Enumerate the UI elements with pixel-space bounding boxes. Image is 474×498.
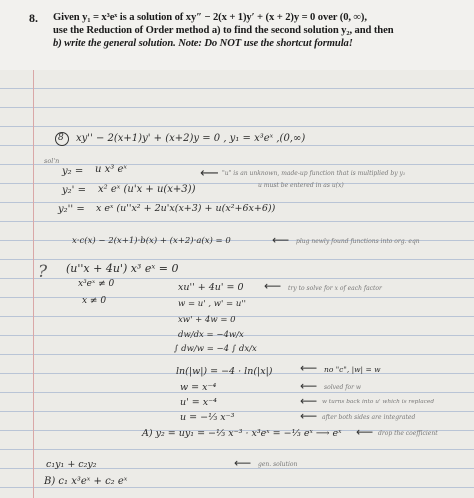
question-number: 8. xyxy=(29,11,38,25)
part-a-note: drop the coefficient xyxy=(378,430,438,437)
question-line-1: Given y₁ = x³eˣ is a solution of xy″ − 2(x + 1)y′ + (x + 2)y = 0 over (0, ∞), xyxy=(53,12,367,23)
problem-number: 8 xyxy=(58,133,64,143)
y2-prime-expression: x² eˣ (u'x + u(x+3)) xyxy=(98,184,196,195)
step-4: dw/dx = −4w/x xyxy=(178,330,244,340)
nonzero-condition-1: x³eˣ ≠ 0 xyxy=(78,279,115,289)
step-9-note: after both sides are integrated xyxy=(322,414,416,421)
step-7: w = x⁻⁴ xyxy=(180,382,217,393)
part-a-answer: A) y₂ = uy₁ = −⅓ x⁻³ · x³eˣ = −⅓ eˣ ⟶ eˣ xyxy=(142,428,342,439)
y2-label: y₂ = xyxy=(62,166,84,177)
step-1: xu'' + 4u' = 0 xyxy=(178,282,244,293)
question-text xyxy=(53,11,468,50)
step-7-note: solved for w xyxy=(324,384,362,391)
pencil-question-mark: ? xyxy=(38,262,48,282)
general-solution-form: c₁y₁ + c₂y₂ xyxy=(46,459,97,470)
step-8-note: w turns back into u' which is replaced xyxy=(322,399,435,405)
question-line-2: use the Reduction of Order method a) to find the second solution y₂, and then xyxy=(53,25,394,36)
left-arrow-icon: ⟵ xyxy=(234,456,252,470)
left-arrow-icon: ⟵ xyxy=(200,166,219,181)
given-equation: xy'' − 2(x+1)y' + (x+2)y = 0 , y₁ = x³eˣ ,(0,∞) xyxy=(76,133,306,144)
left-arrow-icon: ⟵ xyxy=(300,409,318,423)
step-6: ln(|w|) = −4 · ln(|x|) xyxy=(176,366,273,377)
question-line-3: b) write the general solution. Note: Do NOT use the shortcut formula! xyxy=(53,38,353,49)
y2-double-prime-label: y₂'' = xyxy=(58,204,85,215)
step-5: ∫ dw/w = −4 ∫ dx/x xyxy=(174,344,257,354)
general-solution-note: gen. solution xyxy=(258,461,298,468)
step-8: u' = x⁻⁴ xyxy=(180,397,217,408)
nonzero-condition-2: x ≠ 0 xyxy=(82,296,107,306)
plug-in-note: plug newly found functions into org. eqn xyxy=(296,238,420,245)
y2-prime-label: y₂' = xyxy=(62,185,86,196)
unknown-function-note: "u" is an unknown, made-up function that is multiplied by y₁ xyxy=(222,170,406,177)
left-arrow-icon: ⟵ xyxy=(272,233,290,247)
entered-as-function-note: u must be entered in as u(x) xyxy=(258,182,344,189)
y2-expression: u x³ eˣ xyxy=(95,164,127,175)
left-arrow-icon: ⟵ xyxy=(264,279,282,293)
solution-margin-note: sol'n xyxy=(44,157,60,165)
step-1-note: try to solve for x of each factor xyxy=(288,285,382,292)
step-9: u = −⅓ x⁻³ xyxy=(180,412,235,423)
step-3: xw' + 4w = 0 xyxy=(178,315,236,325)
part-b-answer: B) c₁ x³eˣ + c₂ eˣ xyxy=(44,476,128,487)
reduced-equation: (u''x + 4u') x³ eˣ = 0 xyxy=(66,262,179,275)
step-6-note: no "c", |w| = w xyxy=(324,365,381,374)
notebook-margin-line xyxy=(33,70,34,498)
y2-double-prime-expression: x eˣ (u''x² + 2u'x(x+3) + u(x²+6x+6)) xyxy=(96,203,276,214)
step-2: w = u' , w' = u'' xyxy=(178,299,247,309)
substitution-line: x·c(x) − 2(x+1)·b(x) + (x+2)·a(x) = 0 xyxy=(72,236,231,246)
question-header xyxy=(0,0,474,70)
left-arrow-icon: ⟵ xyxy=(300,379,318,393)
left-arrow-icon: ⟵ xyxy=(300,361,318,375)
left-arrow-icon: ⟵ xyxy=(356,425,374,439)
left-arrow-icon: ⟵ xyxy=(300,394,318,408)
